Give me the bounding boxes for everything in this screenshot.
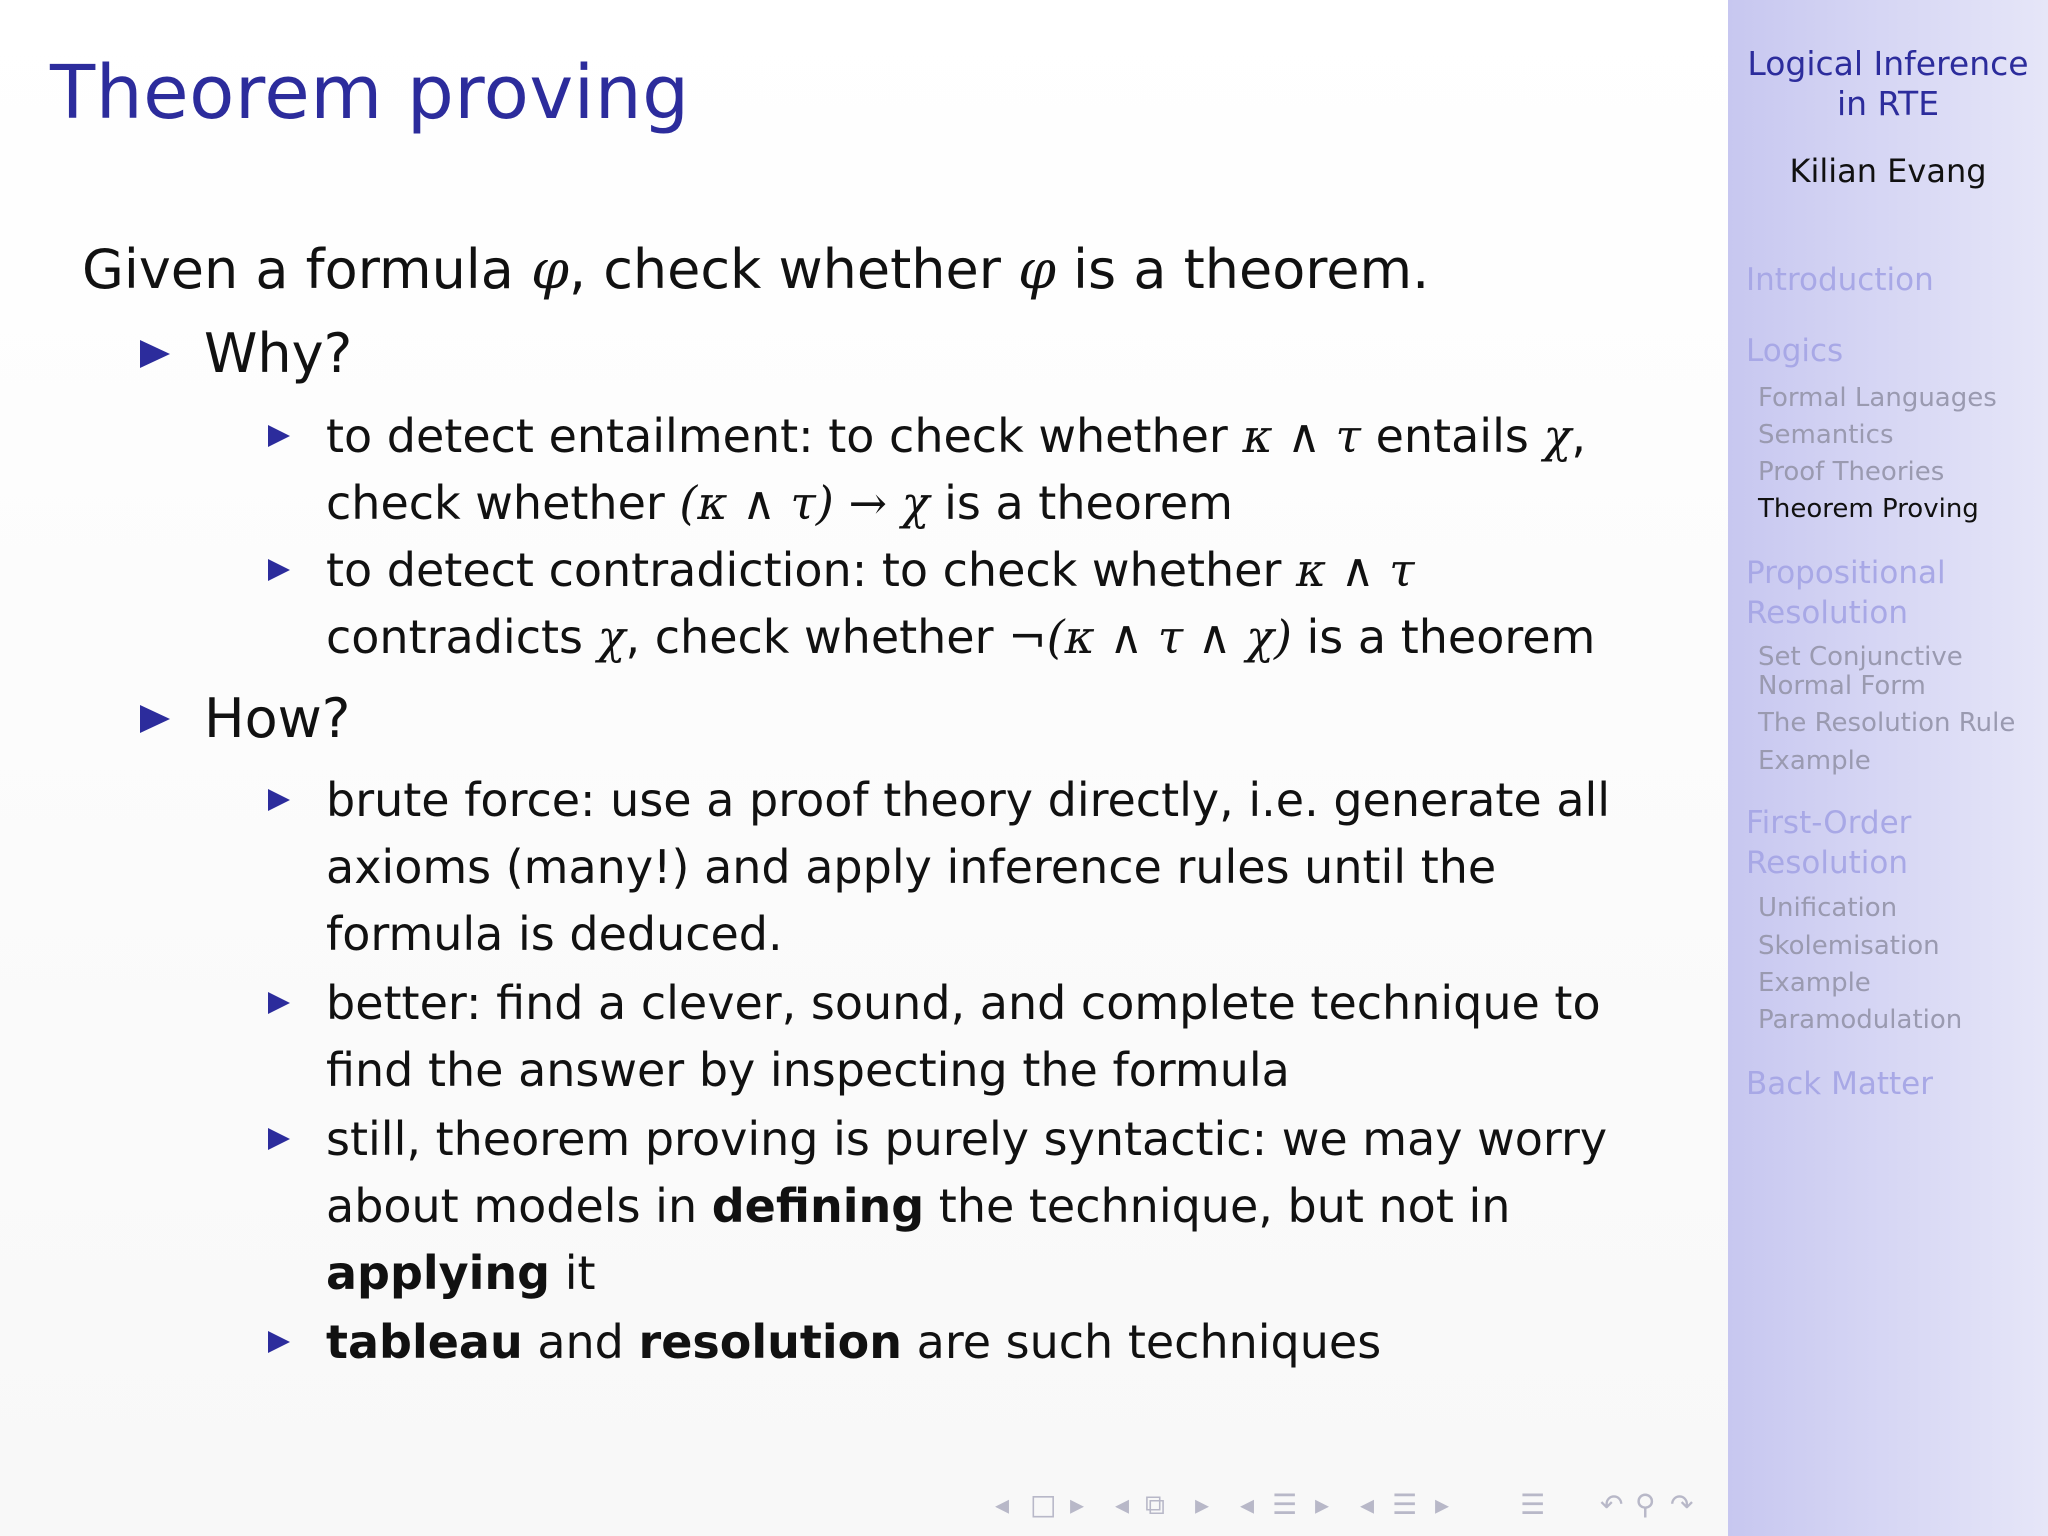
why-heading: Why? [204, 322, 353, 385]
author-name: Kilian Evang [1789, 152, 1987, 190]
sidebar-item-unification[interactable]: Unification [1758, 893, 1898, 923]
how-heading: How? [204, 687, 351, 750]
back-icon[interactable]: ↶ [1600, 1488, 1624, 1521]
navigation-bar [990, 1488, 1720, 1522]
how-item-1-line-2: axioms (many!) and apply inference rules until the [326, 840, 1497, 894]
sidebar-item-example[interactable]: Example [1758, 746, 1871, 776]
how-item-1-line-1: brute force: use a proof theory directly, i.e. generate all [326, 773, 1611, 827]
math-phi: φ [1018, 238, 1056, 301]
sidebar-section-introduction[interactable]: Introduction [1746, 262, 1934, 298]
bold-defining: defining [711, 1179, 925, 1233]
sidebar-item-skolemisation[interactable]: Skolemisation [1758, 931, 1940, 961]
prev-frame-arrow-icon[interactable]: ◂ [995, 1488, 1010, 1521]
bold-tableau: tableau [326, 1315, 523, 1369]
bold-applying: applying [326, 1246, 551, 1300]
section-nav-icon[interactable]: ☰ [1272, 1488, 1298, 1521]
sidebar-navigation [1728, 0, 2048, 1536]
sidebar-item-set-conjunctive-normal-form[interactable]: Set Conjunctive Normal Form [1758, 642, 1963, 701]
bullet-icon [268, 992, 290, 1014]
bullet-icon [268, 1128, 290, 1150]
bold-resolution: resolution [638, 1315, 903, 1369]
document-nav-icon[interactable]: ☰ [1392, 1488, 1418, 1521]
how-item-2-line-2: find the answer by inspecting the formula [326, 1043, 1290, 1097]
sidebar-item-formal-languages[interactable]: Formal Languages [1758, 383, 1997, 413]
sidebar-section-first-order-resolution[interactable]: First-Order Resolution [1746, 805, 1912, 881]
math-kappa-and-tau: κ ∧ τ [1242, 409, 1361, 463]
frame-nav-icon[interactable]: □ [1030, 1488, 1057, 1521]
why-item-1-line-1: to detect entailment: to check whether κ ∧ τ entails χ, [326, 409, 1586, 463]
how-item-1-line-3: formula is deduced. [326, 907, 783, 961]
intro-text-before: Given a formula [82, 238, 532, 301]
next-section-arrow-icon[interactable]: ▸ [1315, 1488, 1330, 1521]
why-item-1-line-2: check whether (κ ∧ τ) → χ is a theorem [326, 476, 1233, 530]
sidebar-section-propositional-resolution[interactable]: Propositional Resolution [1746, 555, 1946, 631]
sidebar-item-paramodulation[interactable]: Paramodulation [1758, 1005, 1963, 1035]
appendix-nav-icon[interactable]: ☰ [1520, 1488, 1546, 1521]
sidebar-item-proof-theories[interactable]: Proof Theories [1758, 457, 1945, 487]
bullet-icon [268, 559, 290, 581]
how-item-2-line-1: better: find a clever, sound, and complete technique to [326, 976, 1601, 1030]
why-item-2-line-1: to detect contradiction: to check whether κ ∧ τ [326, 543, 1415, 597]
sidebar-item-example[interactable]: Example [1758, 968, 1871, 998]
how-item-3-line-3: applying it [326, 1246, 596, 1300]
prev-section-arrow-icon[interactable]: ◂ [1240, 1488, 1255, 1521]
next-frame-arrow-icon[interactable]: ▸ [1070, 1488, 1085, 1521]
bullet-icon [140, 340, 170, 368]
math-negation: ¬(κ ∧ τ ∧ χ) [1008, 610, 1292, 664]
bullet-icon [268, 1331, 290, 1353]
sidebar-section-logics[interactable]: Logics [1746, 333, 1844, 369]
how-item-3-line-2: about models in defining the technique, but not in [326, 1179, 1511, 1233]
math-chi: χ [597, 610, 626, 664]
sidebar-item-semantics[interactable]: Semantics [1758, 420, 1894, 450]
how-item-3-line-1: still, theorem proving is purely syntactic: we may worry [326, 1112, 1608, 1166]
bullet-icon [268, 425, 290, 447]
math-chi: χ [1543, 409, 1572, 463]
forward-icon[interactable]: ↷ [1670, 1488, 1694, 1521]
frame-title: Theorem proving [50, 50, 690, 136]
intro-text-middle: , check whether [568, 238, 1019, 301]
intro-text-after: is a theorem. [1055, 238, 1430, 301]
intro-sentence [82, 236, 1429, 304]
bullet-icon [268, 789, 290, 811]
math-kappa-and-tau: κ ∧ τ [1296, 543, 1415, 597]
next-subsection-arrow-icon[interactable]: ▸ [1195, 1488, 1210, 1521]
math-phi: φ [531, 238, 569, 301]
sidebar-item-resolution-rule[interactable]: The Resolution Rule [1758, 708, 2016, 738]
subsection-nav-icon[interactable]: ⧉ [1145, 1488, 1165, 1521]
how-item-4-line-1: tableau and resolution are such techniques [326, 1315, 1382, 1369]
next-document-arrow-icon[interactable]: ▸ [1435, 1488, 1450, 1521]
prev-subsection-arrow-icon[interactable]: ◂ [1115, 1488, 1130, 1521]
presentation-title: Logical Inference in RTE [1747, 44, 2029, 123]
search-icon[interactable]: ⚲ [1635, 1488, 1656, 1521]
sidebar-section-back-matter[interactable]: Back Matter [1746, 1066, 1933, 1102]
bullet-icon [140, 705, 170, 733]
why-item-2-line-2: contradicts χ, check whether ¬(κ ∧ τ ∧ χ) is a theorem [326, 610, 1596, 664]
sidebar-item-theorem-proving[interactable]: Theorem Proving [1758, 494, 1979, 524]
prev-document-arrow-icon[interactable]: ◂ [1360, 1488, 1375, 1521]
math-implication: (κ ∧ τ) → χ [679, 476, 930, 530]
